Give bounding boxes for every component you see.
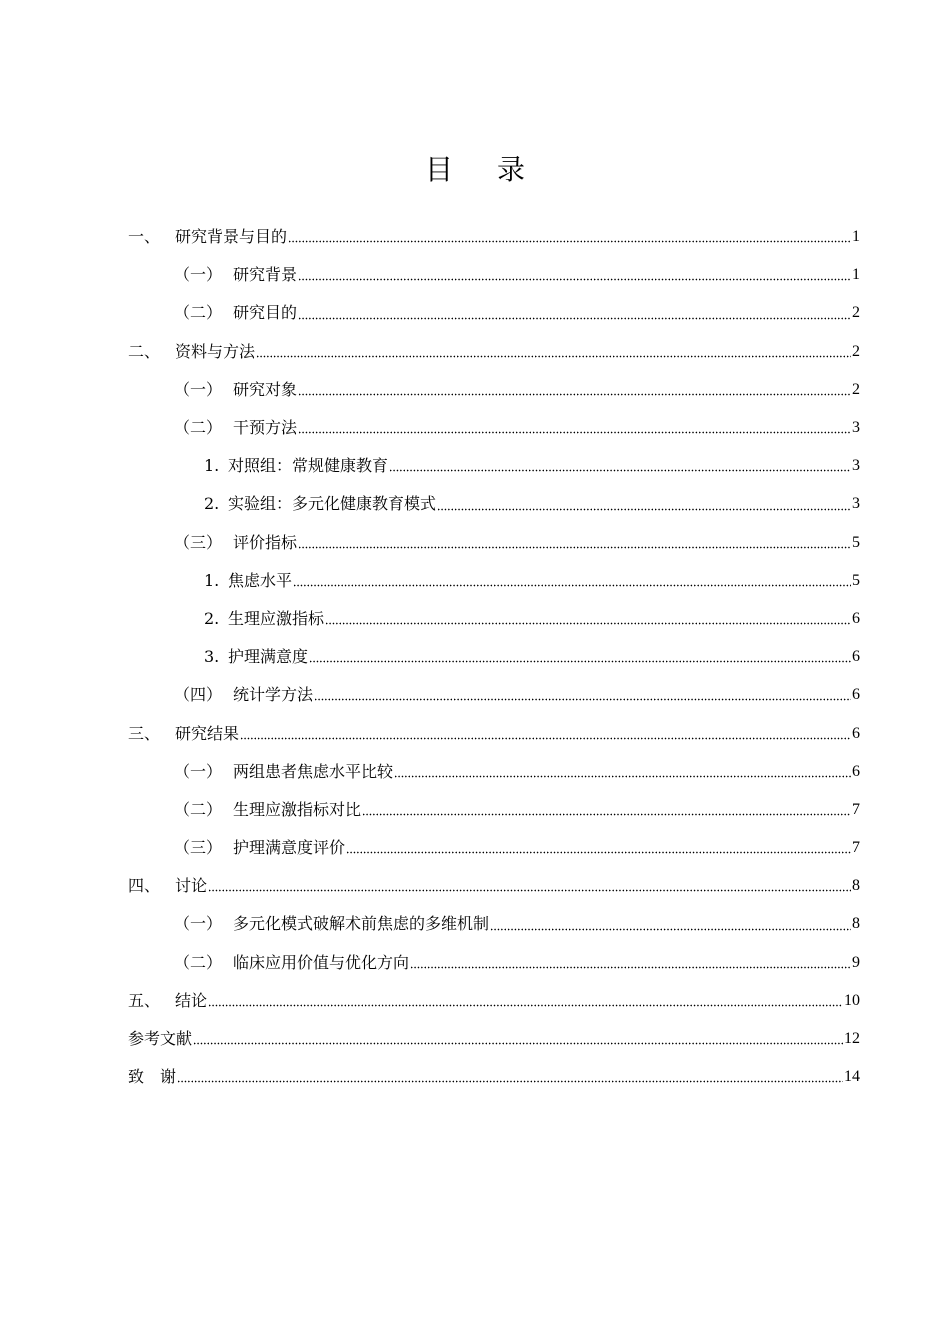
toc-entry[interactable] — [128, 409, 860, 447]
toc-dot-leader — [298, 424, 851, 434]
toc-entry-page-number: 6 — [852, 762, 860, 780]
toc-entry-label: 两组患者焦虑水平比较 — [233, 761, 394, 781]
toc-entry-page-number: 9 — [852, 953, 860, 971]
toc-entry[interactable] — [128, 562, 860, 600]
toc-entry-label: 对照组：常规健康教育 — [228, 456, 389, 476]
toc-entry-page-number: 8 — [852, 877, 860, 895]
toc-dot-leader — [394, 768, 851, 778]
toc-entry-number: （一） — [174, 265, 223, 285]
toc-dot-leader — [298, 271, 851, 281]
toc-entry-number: 3. — [204, 647, 220, 667]
toc-entry[interactable] — [128, 905, 860, 943]
toc-entry-label: 资料与方法 — [175, 341, 256, 361]
toc-entry-number: （一） — [174, 379, 223, 399]
toc-entry-label: 参考文献 — [128, 1029, 193, 1049]
toc-dot-leader — [298, 539, 851, 549]
toc-entry-number: （二） — [174, 418, 223, 438]
toc-entry[interactable] — [128, 524, 860, 562]
toc-dot-leader — [240, 730, 851, 740]
toc-entry-label: 统计学方法 — [233, 685, 314, 705]
toc-entry-number: 三、 — [128, 723, 161, 743]
toc-entry-page-number: 3 — [852, 419, 860, 437]
toc-entry[interactable] — [128, 676, 860, 714]
toc-entry-label: 临床应用价值与优化方向 — [233, 952, 410, 972]
page-title — [0, 152, 950, 188]
toc-entry-number: 五、 — [128, 990, 161, 1010]
toc-dot-leader — [325, 615, 851, 625]
toc-entry-page-number: 1 — [852, 266, 860, 284]
toc-entry-label: 研究目的 — [233, 303, 298, 323]
toc-entry-page-number: 2 — [852, 342, 860, 360]
toc-entry[interactable] — [128, 1058, 860, 1096]
toc-entry[interactable] — [128, 447, 860, 485]
toc-entry-label: 实验组：多元化健康教育模式 — [228, 494, 437, 514]
toc-dot-leader — [437, 501, 851, 511]
toc-entry-page-number: 6 — [852, 724, 860, 742]
toc-entry-number: （四） — [174, 685, 223, 705]
toc-dot-leader — [293, 577, 851, 587]
toc-entry[interactable] — [128, 753, 860, 791]
toc-dot-leader — [309, 653, 851, 663]
toc-entry-label: 研究结果 — [175, 723, 240, 743]
toc-entry-page-number: 2 — [852, 304, 860, 322]
toc-entry-label: 护理满意度 — [228, 647, 309, 667]
toc-entry[interactable] — [128, 791, 860, 829]
toc-dot-leader — [288, 233, 851, 243]
toc-entry-page-number: 10 — [844, 991, 860, 1009]
toc-dot-leader — [208, 882, 851, 892]
toc-dot-leader — [298, 386, 851, 396]
toc-entry[interactable] — [128, 218, 860, 256]
toc-entry-number: （三） — [174, 532, 223, 552]
toc-entry-label: 研究对象 — [233, 379, 298, 399]
toc-dot-leader — [362, 806, 851, 816]
toc-dot-leader — [490, 921, 851, 931]
toc-entry[interactable] — [128, 944, 860, 982]
toc-entry[interactable] — [128, 371, 860, 409]
toc-dot-leader — [314, 691, 851, 701]
toc-entry-page-number: 12 — [844, 1030, 860, 1048]
toc-entry-number: （二） — [174, 952, 223, 972]
toc-entry[interactable] — [128, 294, 860, 332]
toc-entry-label: 评价指标 — [233, 532, 298, 552]
toc-entry[interactable] — [128, 333, 860, 371]
toc-entry-page-number: 6 — [852, 648, 860, 666]
toc-entry-page-number: 2 — [852, 380, 860, 398]
toc-entry-number: 2. — [204, 494, 220, 514]
toc-entry-number: （三） — [174, 838, 223, 858]
toc-entry-label: 护理满意度评价 — [233, 838, 346, 858]
toc-entry-number: （一） — [174, 914, 223, 934]
toc-dot-leader — [208, 997, 843, 1007]
toc-dot-leader — [193, 1035, 843, 1045]
toc-entry-label: 生理应激指标对比 — [233, 799, 362, 819]
toc-entry-page-number: 8 — [852, 915, 860, 933]
toc-entry-label: 生理应激指标 — [228, 608, 325, 628]
toc-entry[interactable] — [128, 485, 860, 523]
toc-entry[interactable] — [128, 1020, 860, 1058]
toc-entry[interactable] — [128, 714, 860, 752]
toc-entry-page-number: 6 — [852, 686, 860, 704]
toc-entry-label: 多元化模式破解术前焦虑的多维机制 — [233, 914, 490, 934]
toc-entry-page-number: 5 — [852, 571, 860, 589]
toc-entry-label: 焦虑水平 — [228, 570, 293, 590]
toc-entry-label: 讨论 — [175, 876, 208, 896]
toc-entry[interactable] — [128, 982, 860, 1020]
toc-entry-number: （一） — [174, 761, 223, 781]
toc-entry-number: （二） — [174, 303, 223, 323]
toc-entry-number: （二） — [174, 799, 223, 819]
page-title-char-1: 目 — [424, 153, 453, 186]
toc-entry-number: 1. — [204, 456, 220, 476]
toc-dot-leader — [177, 1073, 843, 1083]
toc-entry[interactable] — [128, 600, 860, 638]
toc-entry-page-number: 3 — [852, 495, 860, 513]
toc-entry-page-number: 7 — [852, 800, 860, 818]
toc-entry-number: 一、 — [128, 227, 161, 247]
toc-dot-leader — [410, 959, 851, 969]
toc-dot-leader — [346, 844, 851, 854]
toc-entry-label: 结论 — [175, 990, 208, 1010]
toc-entry-label: 干预方法 — [233, 418, 298, 438]
toc-entry[interactable] — [128, 256, 860, 294]
toc-entry[interactable] — [128, 867, 860, 905]
toc-entry-page-number: 1 — [852, 228, 860, 246]
toc-entry-page-number: 3 — [852, 457, 860, 475]
toc-entry-number: 1. — [204, 570, 220, 590]
toc-dot-leader — [256, 348, 851, 358]
toc-entry-number: 四、 — [128, 876, 161, 896]
page-title-char-2: 录 — [497, 153, 526, 186]
toc-entry-page-number: 14 — [844, 1068, 860, 1086]
toc-entry-label: 研究背景 — [233, 265, 298, 285]
toc-entry-label: 研究背景与目的 — [175, 227, 288, 247]
toc-dot-leader — [298, 310, 851, 320]
toc-entry-number: 二、 — [128, 341, 161, 361]
toc-entry-page-number: 6 — [852, 609, 860, 627]
toc-entry[interactable] — [128, 829, 860, 867]
toc-entry-page-number: 7 — [852, 839, 860, 857]
toc-entry-number: 2. — [204, 608, 220, 628]
toc-entry[interactable] — [128, 638, 860, 676]
table-of-contents — [128, 218, 860, 1096]
toc-entry-label: 致 谢 — [128, 1067, 177, 1087]
toc-entry-page-number: 5 — [852, 533, 860, 551]
toc-dot-leader — [389, 462, 851, 472]
